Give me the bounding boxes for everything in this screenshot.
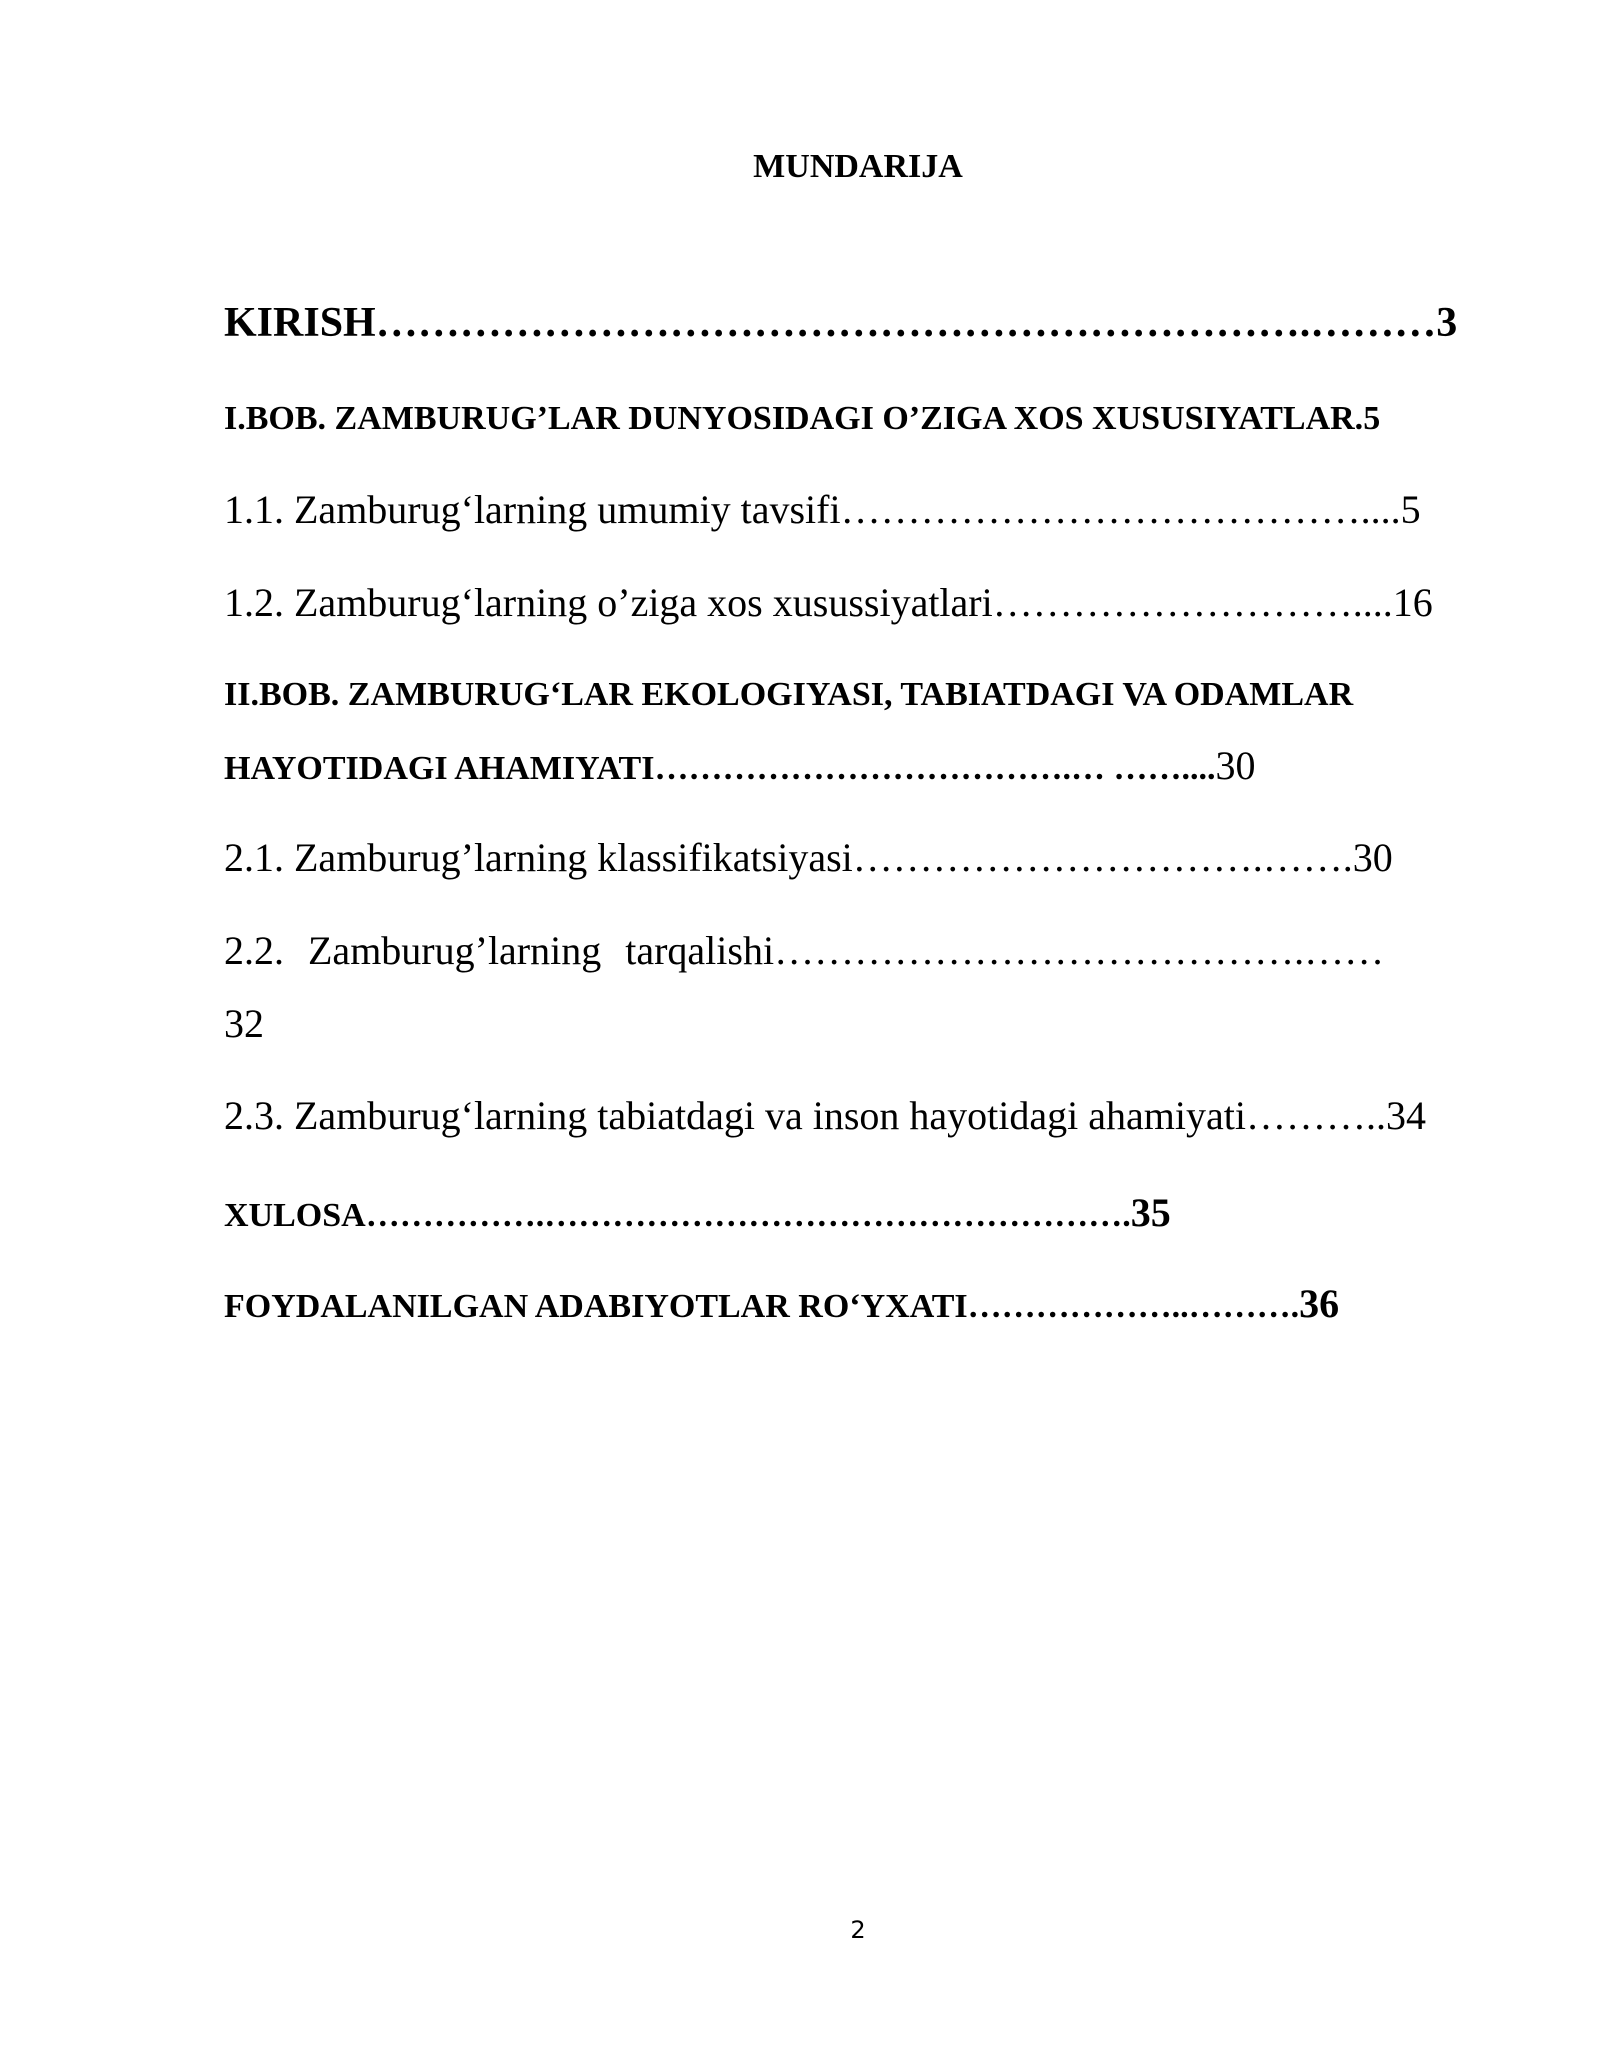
- toc-entry-adabiyotlar[interactable]: [224, 1281, 1340, 1326]
- toc-entry-chapter-1[interactable]: [224, 402, 1380, 436]
- toc-entry-kirish[interactable]: [224, 302, 1457, 344]
- page-title: MUNDARIJA: [753, 148, 963, 185]
- toc-entry-2-2[interactable]: [224, 928, 1385, 973]
- toc-entry-chapter-2-line-1[interactable]: [224, 678, 1353, 712]
- toc-entry-1-1[interactable]: [224, 487, 1421, 532]
- toc-entry-page: 5: [1363, 400, 1381, 437]
- toc-entry-text: 1.1. Zamburug‘larning umumiy tavsifi…………………………………....: [224, 487, 1401, 532]
- toc-entry-page: 32: [224, 1001, 264, 1046]
- toc-entry-text: HAYOTIDAGI AHAMIYATI……………………………….… ……....: [224, 750, 1216, 787]
- toc-entry-chapter-2-line-2[interactable]: [224, 743, 1256, 788]
- toc-entry-page: 5: [1400, 487, 1421, 532]
- page-number: 2: [850, 1916, 866, 1944]
- toc-entry-page: 30: [1215, 743, 1256, 788]
- toc-entry-text: 2.3. Zamburug‘larning tabiatdagi va inson hayotidagi ahamiyati………..: [224, 1093, 1386, 1138]
- toc-entry-page: 3: [1436, 300, 1458, 346]
- toc-entry-page: 30: [1352, 835, 1393, 880]
- toc-entry-text: I.BOB. ZAMBURUG’LAR DUNYOSIDAGI O’ZIGA XOS XUSUSIYATLAR.: [224, 400, 1364, 437]
- toc-entry-xulosa[interactable]: [224, 1190, 1171, 1235]
- toc-entry-text: KIRISH………………………………………………………….………: [224, 300, 1437, 346]
- toc-entry-text: 2.2. Zamburug’larning tarqalishi………………………………….……: [224, 928, 1385, 973]
- toc-entry-page: 35: [1130, 1190, 1171, 1235]
- toc-entry-text: 1.2. Zamburug‘larning o’ziga xos xusussiyatlari………………………....: [224, 580, 1393, 625]
- toc-entry-text: XULOSA…………….…………………………………………….: [224, 1197, 1131, 1234]
- toc-entry-page: 16: [1392, 580, 1433, 625]
- toc-entry-1-2[interactable]: [224, 580, 1433, 625]
- toc-entry-text: 2.1. Zamburug’larning klassifikatsiyasi………………………….…….: [224, 835, 1353, 880]
- toc-entry-2-3[interactable]: [224, 1093, 1426, 1138]
- toc-entry-page: 34: [1385, 1093, 1426, 1138]
- toc-entry-page: 36: [1299, 1281, 1340, 1326]
- toc-entry-2-2-page[interactable]: [224, 1001, 264, 1046]
- toc-entry-2-1[interactable]: [224, 835, 1393, 880]
- toc-entry-text: FOYDALANILGAN ADABIYOTLAR RO‘YXATI………………..……….: [224, 1288, 1300, 1325]
- toc-entry-text: II.BOB. ZAMBURUG‘LAR EKOLOGIYASI, TABIATDAGI VA ODAMLAR: [224, 676, 1354, 713]
